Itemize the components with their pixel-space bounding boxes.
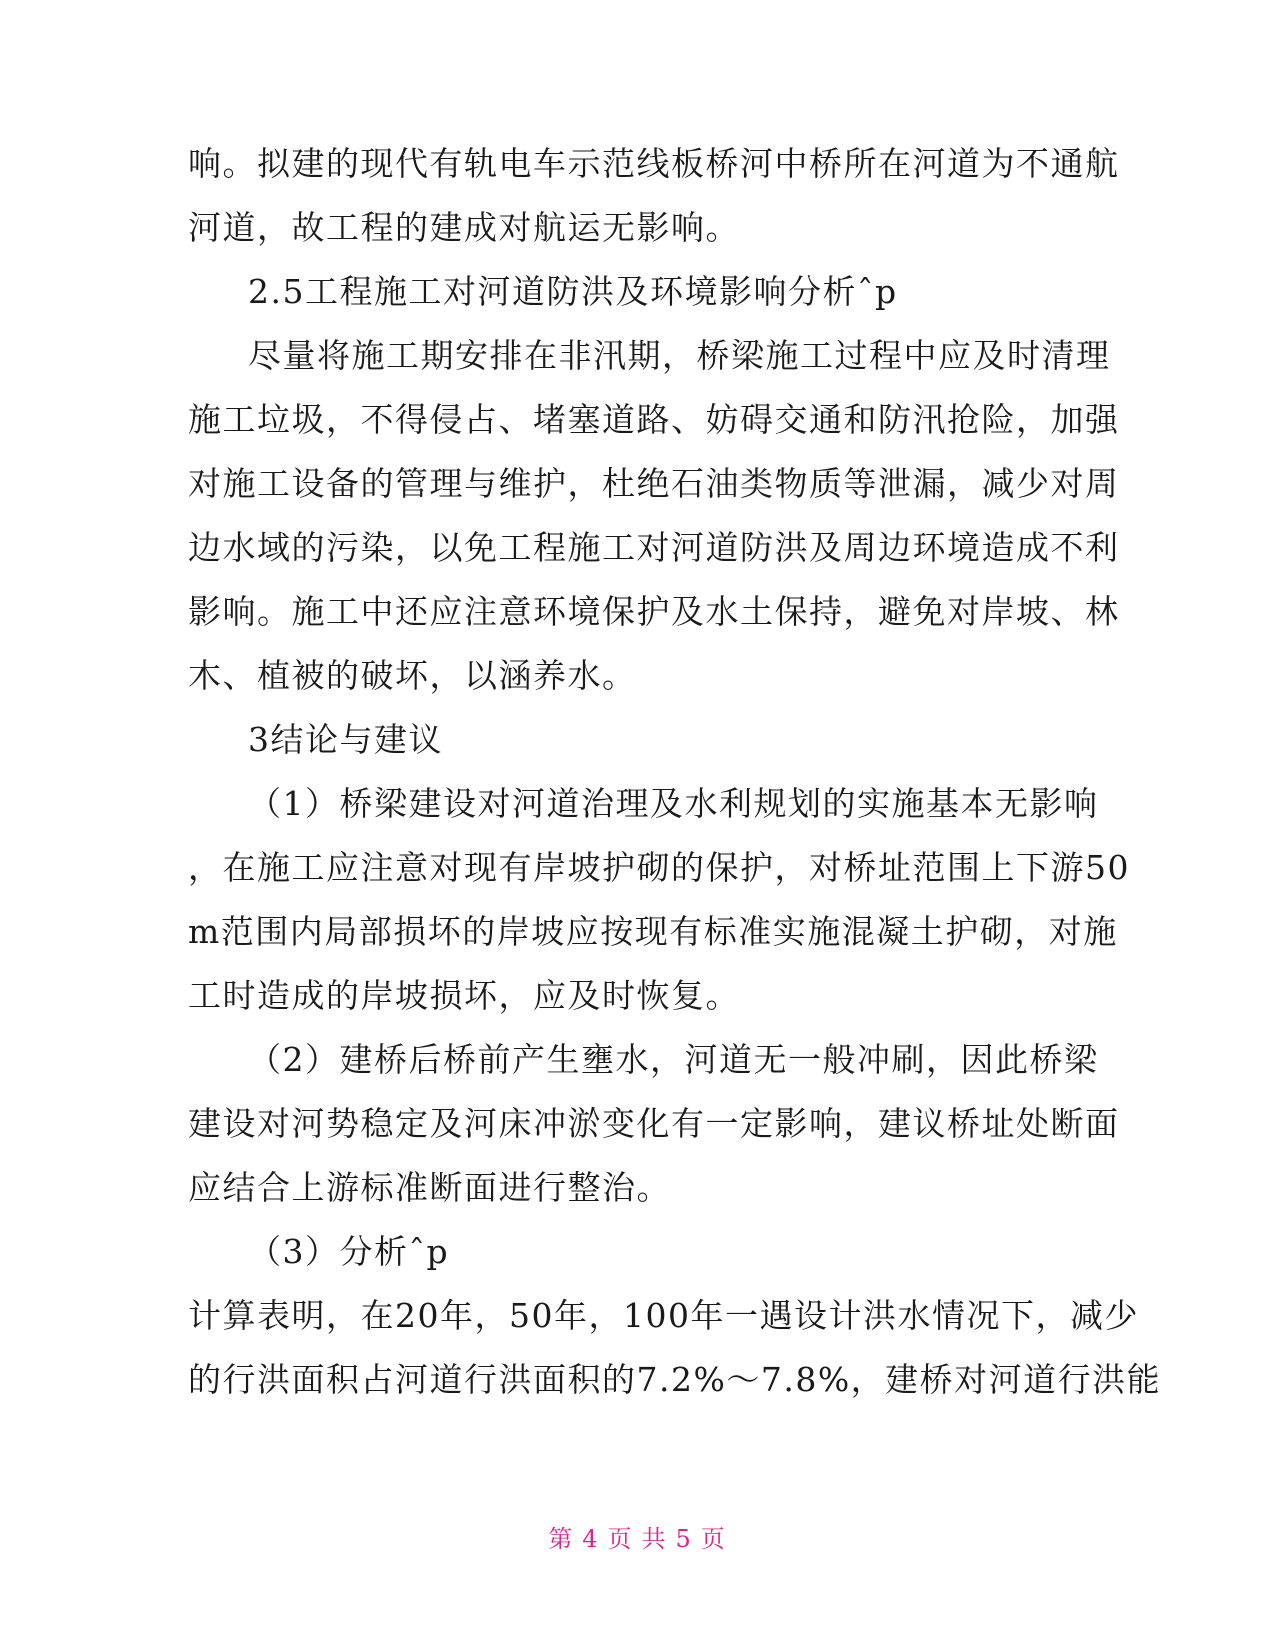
text-line: 施工垃圾，不得侵占、堵塞道路、妨碍交通和防汛抢险，加强 — [188, 400, 1120, 439]
page-footer — [0, 1524, 1275, 1554]
text-line: （2）建桥后桥前产生壅水，河道无一般冲刷，因此桥梁 — [248, 1040, 1099, 1079]
text-line: 边水域的污染，以免工程施工对河道防洪及周边环境造成不利 — [188, 528, 1120, 567]
text-line: 工时造成的岸坡损坏，应及时恢复。 — [188, 976, 740, 1015]
text-line: 计算表明，在20年，50年，100年一遇设计洪水情况下，减少 — [188, 1296, 1139, 1335]
footer-prefix: 第 — [548, 1525, 575, 1553]
text-line: 的行洪面积占河道行洪面积的7.2%～7.8%，建桥对河道行洪能 — [188, 1360, 1162, 1399]
text-line: （3）分析ˆp — [248, 1232, 450, 1271]
footer-total-pages: 5 — [675, 1525, 693, 1553]
text-line: 应结合上游标准断面进行整治。 — [188, 1168, 671, 1207]
section-heading: 3结论与建议 — [248, 720, 443, 759]
text-line: 对施工设备的管理与维护，杜绝石油类物质等泄漏，减少对周 — [188, 464, 1120, 503]
footer-page-word: 页 — [607, 1525, 634, 1553]
text-line: m范围内局部损坏的岸坡应按现有标准实施混凝土护砌，对施 — [188, 912, 1118, 951]
footer-page-number: 4 — [582, 1525, 600, 1553]
text-line: （1）桥梁建设对河道治理及水利规划的实施基本无影响 — [248, 784, 1099, 823]
text-line: 河道，故工程的建成对航运无影响。 — [188, 208, 740, 247]
text-line: 响。拟建的现代有轨电车示范线板桥河中桥所在河道为不通航 — [188, 144, 1120, 183]
footer-suffix: 页 — [700, 1525, 727, 1553]
footer-total-word: 共 — [641, 1525, 668, 1553]
text-line: 建设对河势稳定及河床冲淤变化有一定影响，建议桥址处断面 — [188, 1104, 1120, 1143]
text-line: 木、植被的破坏，以涵养水。 — [188, 656, 637, 695]
text-line: 尽量将施工期安排在非汛期，桥梁施工过程中应及时清理 — [248, 336, 1111, 375]
section-heading: 2.5工程施工对河道防洪及环境影响分析ˆp — [248, 272, 898, 311]
text-line: 影响。施工中还应注意环境保护及水土保持，避免对岸坡、林 — [188, 592, 1120, 631]
text-line: ，在施工应注意对现有岸坡护砌的保护，对桥址范围上下游50 — [188, 848, 1130, 887]
